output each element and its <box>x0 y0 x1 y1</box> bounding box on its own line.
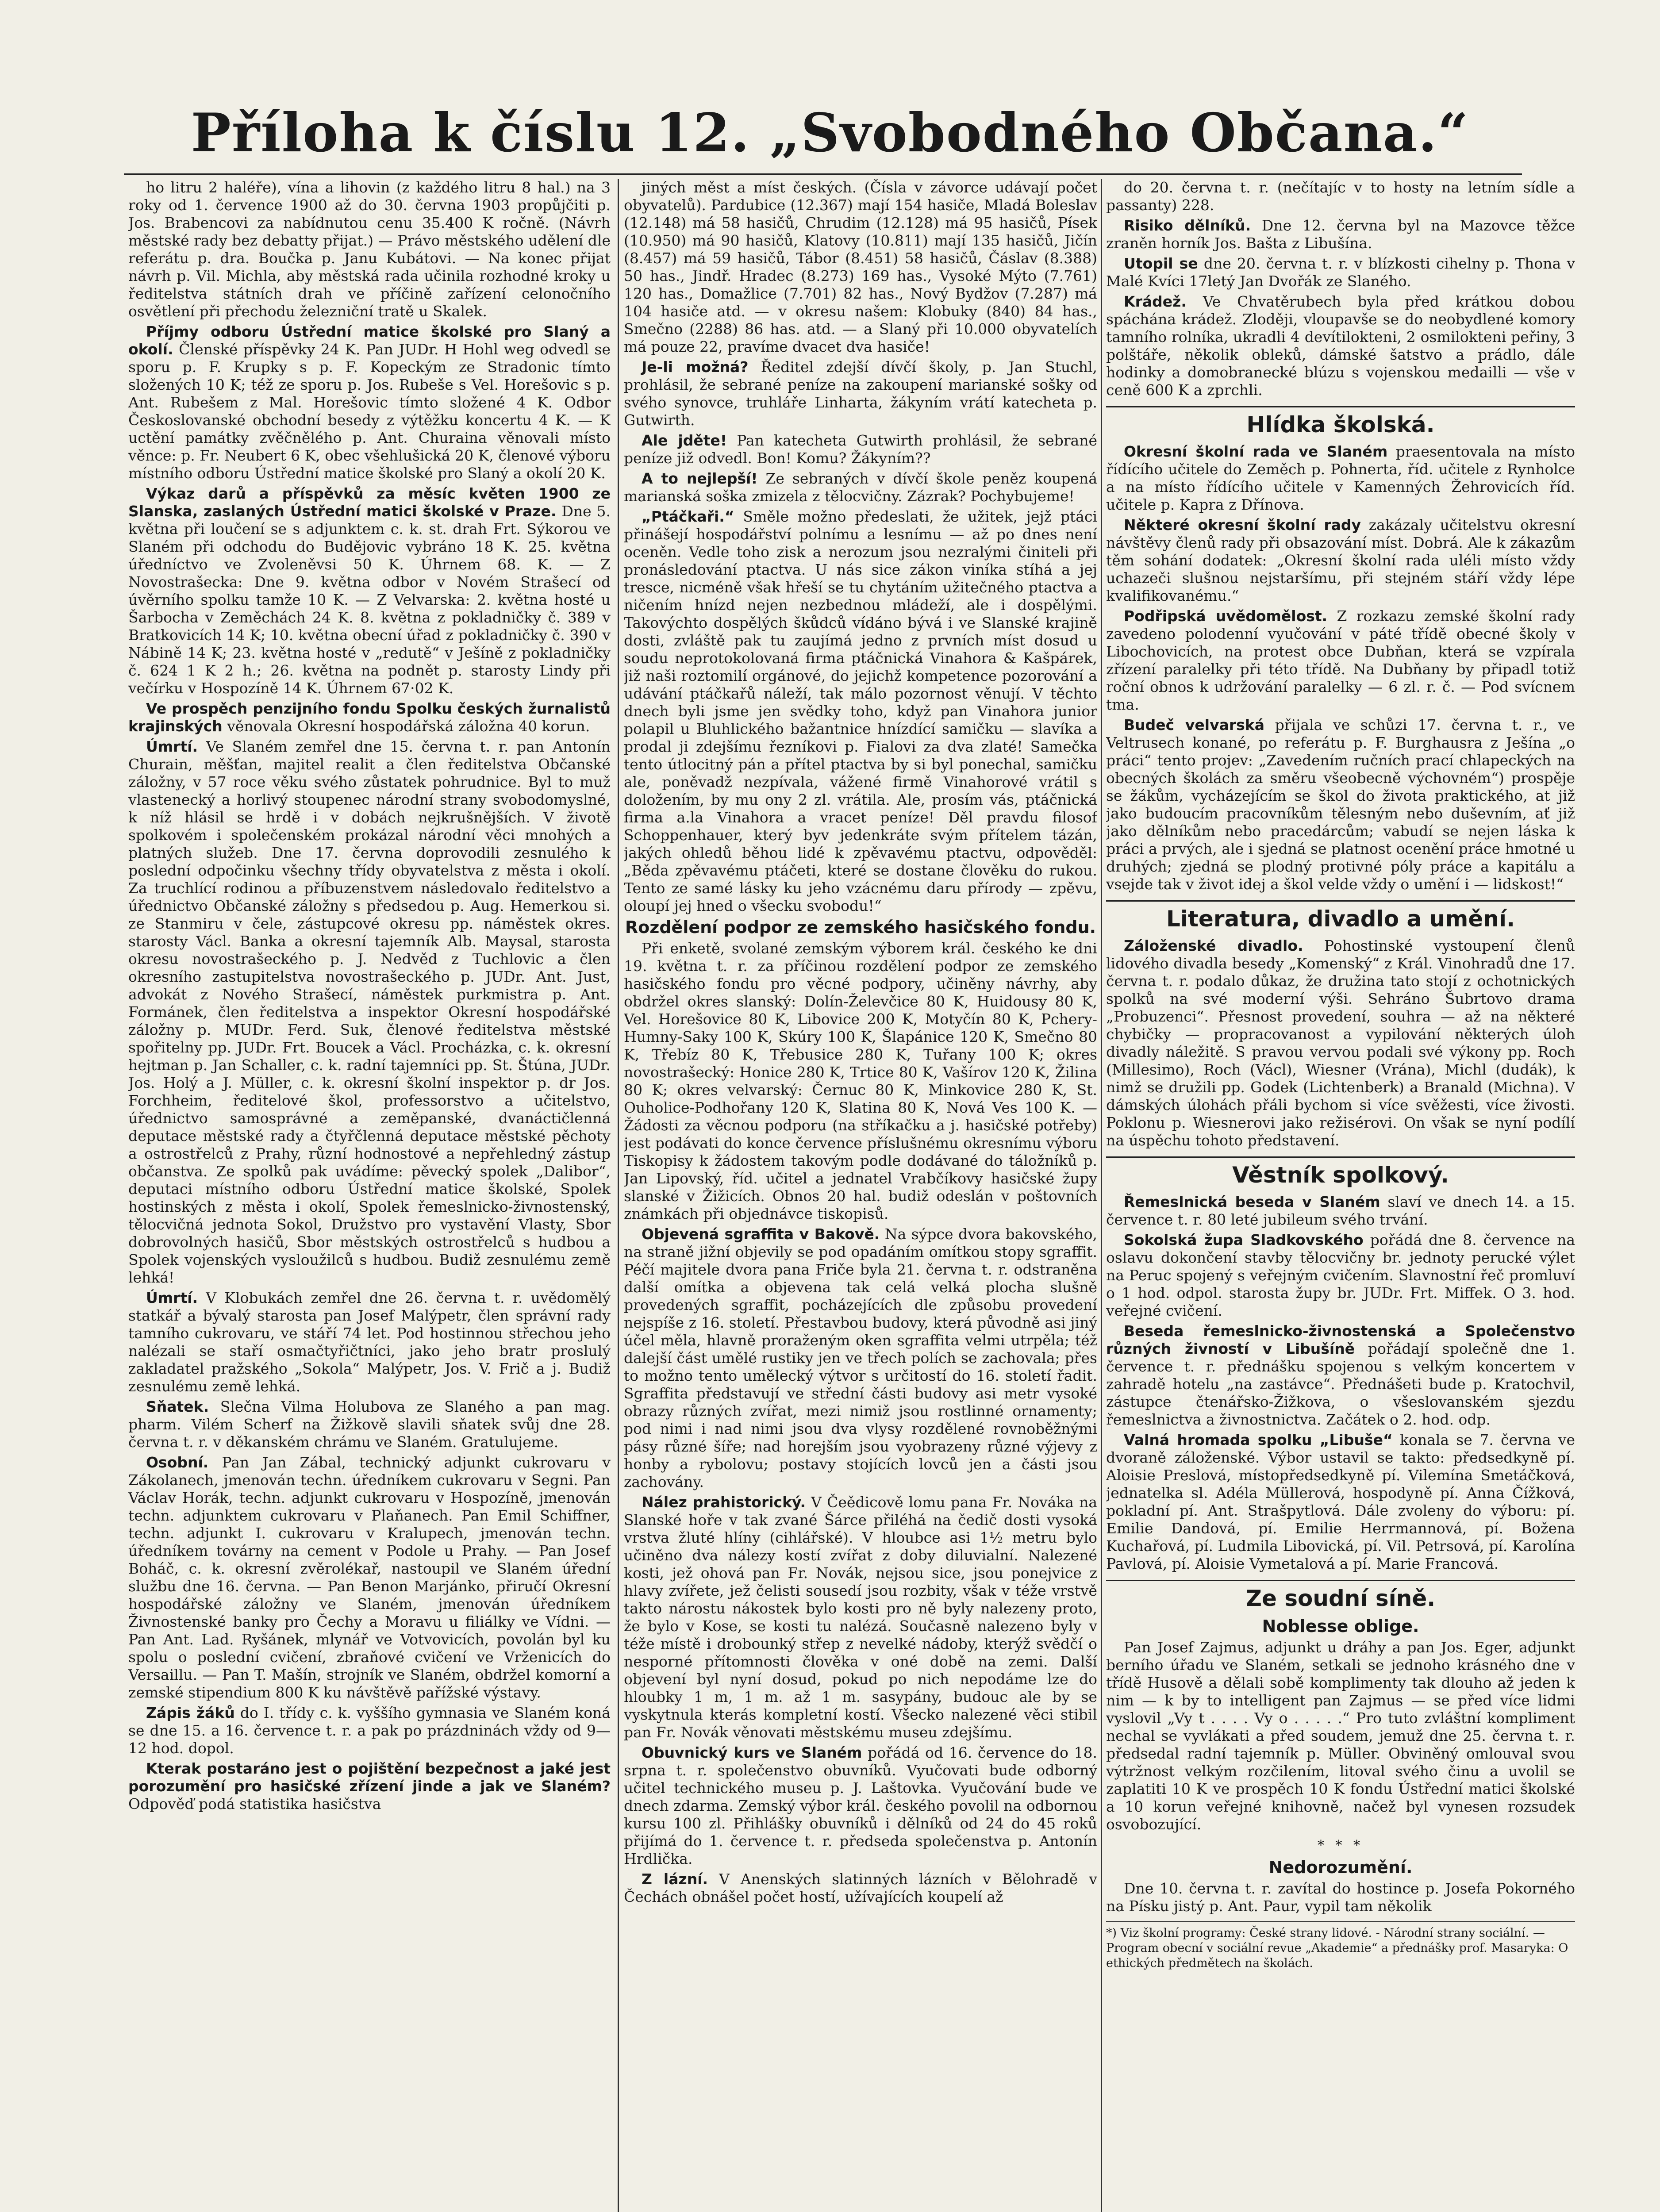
article-text: Dne 5. května při loučení se s adjunktem c. k. st. drah Frt. Sýkorou ve Slaném při odchodu do Budějovic vybráno 18 K. 25. května úředníctvo ve Zvoleněvsi 50 K. Úhrnem 68. K. — Z Novostrašecka: Dne 9. května odbor v Novém Strašecí od úvěrního spolku tamže 10 K. — Z Velvarska: 2. května hosté u Šarbocha v Zeměchách 24 K. 8. května z pokladničky č. 389 v Bratkovicích 14 K; 10. května obecní úřad z pokladničky č. 390 v Nábině 14 K; 23. května hosté v „redutě“ v Ješíně z pokladničky č. 624 1 K 2 h.; 26. května na podnět p. starosty Lindy při večírku v Hospozíně 14 K. Úhrnem 67·02 K. <box>128 503 611 697</box>
article-text: Ze sebraných v dívčí škole peněz koupená marianská soška zmizela z tělocvičny. Zázrak? Pochybujeme! <box>624 470 1097 505</box>
article <box>624 1225 1097 1491</box>
article <box>624 1494 1097 1741</box>
article <box>624 1870 1097 1906</box>
article-heading: Sokolská župa Sladkovského <box>1124 1231 1364 1248</box>
article <box>1106 937 1575 1149</box>
article-heading: Osobní. <box>146 1454 209 1471</box>
article-heading: Je-li možná? <box>642 358 749 376</box>
section-heading: Hlídka školská. <box>1106 406 1575 438</box>
section-heading: Literatura, divadlo a umění. <box>1106 900 1575 932</box>
footnote: *) Viz školní programy: České strany lidové. - Národní strany sociální. — Program obecní v sociální revue „Akademie“ a přednášky prof. Masaryka: O ethických předmětech na školách. <box>1106 1921 1575 1971</box>
article-text: do I. třídy c. k. vyššího gymnasia ve Slaném koná se dne 15. a 16. července t. r. a pak po prázdninách vždy od 9—12 hod. dopol. <box>128 1704 611 1757</box>
article <box>1106 716 1575 893</box>
article-text: Pohostinské vystoupení členů lidového divadla besedy „Komenský“ z Král. Vinohradů dne 17. června t. r. podalo důkaz, že družina tato stojí z ochotnických spolků na své moderní výši. Sehráno Šubrtovo drama „Probuzenci“. Přesnost provedení, souhra — až na některé chybičky — propracovanost a vypilování některých úloh divadly náležitě. S pravou vervou podali své výkony pp. Roch (Millesimo), Roch (Václ), Wiesner (Vrána), Michl (dudák), k nimž se družili pp. Godek (Lichtenberk) a Branald (Michna). V dámských úlohách přáli bychom si více svěžesti, více živosti. Poklonu p. Wiesnerovi jako režisérovi. On však se nyní podílí na úspěchu tohoto představení. <box>1106 937 1575 1149</box>
article-heading: Risiko dělníků. <box>1124 217 1251 234</box>
article <box>624 432 1097 467</box>
article-text: Při enketě, svolané zemským výborem král. českého ke dni 19. května t. r. za příčinou rozdělení podpor ze zemského hasičského fondu pro věcné podpory, učiněny návrhy, aby obdržel okres slanský: Dolín-Želevčice 80 K, Huidousy 80 K, Vel. Horešovice 80 K, Libovice 200 K, Motyčín 80 K, Pchery-Humny-Saky 100 K, Skúry 100 K, Šlapánice 120 K, Smečno 80 K, Třebíz 80 K, Třebusice 280 K, Tuřany 100 K; okres novostrašecký: Honice 280 K, Trtice 80 K, Vašírov 120 K, Žilina 80 K; okres velvarský: Černuc 80 K, Minkovice 280 K, St. Ouholice-Podhořany 120 K, Slatina 80 K, Nová Ves 100 K. — Žádosti za věcnou podporu (na stříkačku a j. hasičské potřeby) jest podávati do konce července příslušnému okresnímu výboru Tiskopisy k žádostem takovým podle dodávané do táložníků p. Jan Lipovský, říd. učitel a jednatel Vrabčíkovy hasičské župy slanské v Žižicích. Obnos 20 hal. budiž odeslán v poštovních známkách při objednávce tiskopisů. <box>624 940 1097 1222</box>
article-text: V Anenských slatinných lázních v Bělohradě v Čechách obnášel počet hostí, užívajících koupelí až <box>624 1870 1097 1905</box>
article-text: slaví ve dnech 14. a 15. července t. r. 80 leté jubileum svého trvání. <box>1106 1193 1575 1228</box>
article <box>128 323 611 482</box>
article-text: do 20. června t. r. (nečítajíc v to hosty na letním sídle a passanty) 228. <box>1106 179 1575 214</box>
article-heading: Utopil se <box>1124 255 1198 272</box>
article-text: Slečna Vilma Holubova ze Slaného a pan mag. pharm. Vilém Scherf na Žižkově slavili sňatek svůj dne 28. června t. r. v děkanském chrámu ve Slaném. Gratulujeme. <box>128 1398 611 1451</box>
article-heading: Obuvnický kurs ve Slaném <box>642 1744 862 1761</box>
article-heading: Záloženské divadlo. <box>1124 937 1303 954</box>
article-heading: Příjmy odboru Ústřední matice školské pro Slaný a okolí. <box>128 323 611 358</box>
article <box>128 1454 611 1701</box>
article <box>128 1704 611 1757</box>
article-text: Ředitel zdejší dívčí školy, p. Jan Stuchl, prohlásil, že sebrané peníze na zakoupení marianské sošky od svého synovce, truhláře Linharta, žákyním vrátí katecheta p. Gutwirth. <box>624 358 1097 429</box>
article-text: Pan Jan Zábal, technický adjunkt cukrovaru v Zákolanech, jmenován techn. úředníkem cukrovaru v Segni. Pan Václav Horák, techn. adjunkt cukrovaru v Hospozíně, jmenován techn. adjunktem cukrovaru v Plaňanech. Pan Emil Schiffner, techn. adjunkt I. cukrovaru v Kralupech, jmenován techn. úředníkem továrny na cement v Podole u Prahy. — Pan Josef Boháč, c. k. okresní zvěrolékař, nastoupil ve Slaném úřední službu dne 16. června. — Pan Benon Marjánko, přiručí Okresní hospodářské záložny ve Slaném, jmenován úředníkem Živnostenské banky pro Čechy a Moravu u filiálky ve Vídni. — Pan Ant. Lad. Ryšánek, mlynář ve Votvovicích, povolán byl ku spolu o poslední cvičení, zbraňové cvičení ve Vrženicích do Versaillu. — Pan T. Mašín, strojník ve Slaném, obdržel komorní a zemské stipendium 800 K ku návštěvě pařížské výstavy. <box>128 1454 611 1701</box>
article-heading: Noblesse oblige. <box>1262 1617 1419 1636</box>
article-text: Pan Josef Zajmus, adjunkt u dráhy a pan Jos. Eger, adjunkt berního úřadu ve Slaném, setkali se jednoho krásného dne v třídě Husově a dělali sobě komplimenty tak dlouho až jeden k nim — k by to intelligent pan Zajmus — se před více lidmi vyslovil „Vy t . . . . Vy o . . . . .“ Pro tuto zvláštní kompliment nechal se vyvlákati a před soudem, jemuž dne 25. června t. r. předsedal radní tajemník p. Müller. Obviněný omlouval svou výtržnost velkým rozčilením, litoval svého činu a uvolil se zaplatiti 10 K ve prospěch 10 K fondu Ústřední matici školské a 10 korun veřejné knihovně, načež byl vynesen rozsudek osvobozující. <box>1106 1639 1575 1833</box>
article-text: přijala ve schůzi 17. června t. r., ve Veltrusech konané, po referátu p. F. Burghausra z Ješína „o práci“ tento projev: „Zavedením ručních prací chlapeckých na obecných školách za směru všeobecně výchovném“) prospěje se žákům, vycházejícím se škol do života praktického, at již jako budoucím pracovníkům tělesným nebo duševním, ať již jako dělníkům nebo pracedárcům; vabudí se nejen láska k práci a prvých, ale i sjedná se platnost ocenění práce hmotné u druhých; zjedná se plodný protivné póly práce a kapitálu a vsejde tak v život idej a škol velde vždy o umění i — lidskost!“ <box>1106 716 1575 893</box>
article-text: pořádá dne 8. července na oslavu dokončení stavby tělocvičny br. jednoty perucké výlet na Peruc spojený s veřejným cvičením. Slavnostní řeč promluví o 1 hod. odpol. starosta župy br. JUDr. Frt. Miffek. O 3. hod. veřejné cvičení. <box>1106 1231 1575 1319</box>
article <box>128 485 611 697</box>
article-text: jiných měst a míst českých. (Čísla v závorce udávají počet obyvatelů). Pardubice (12.367) mají 154 hasiče, Mladá Boleslav (12.148) má 58 hasičů, Chrudim (12.128) má 95 hasičů, Písek (10.950) má 90 hasičů, Klatovy (10.811) mají 135 hasičů, Jičín (8.457) má 59 hasičů, Tábor (8.451) 58 hasičů, Čáslav (8.388) 50 has., Jindř. Hradec (8.273) 169 has., Vysoké Mýto (7.761) 120 has., Domažlice (7.701) 82 has., Nový Bydžov (7.287) má 104 hasiče atd. — v okresu našem: Klobuky (840) 84 has., Smečno (2288) 86 has. atd. — a Slaný při 10.000 obyvatelích má pouze 22, pravíme dvacet dva hasiče! <box>624 179 1097 355</box>
article-heading: Sňatek. <box>146 1398 209 1415</box>
article <box>128 738 611 1286</box>
article <box>128 1289 611 1395</box>
article-text: ho litru 2 haléře), vína a lihovin (z každého litru 8 hal.) na 3 roky od 1. července 1900 až do 30. června 1903 propůjčiti p. Jos. Brabencovi za nabídnutou cenu 35.400 K ročně. (Návrh městské rady bez debatty přijat.) — Právo městského udělení dle referátu p. dra. Boučka p. Janu Kubátovi. — Na konec přijat návrh p. Vil. Michla, aby městská rada učinila rozhodné kroky u ředitelstva státních drah ve příčině zařízení celonočního osvětlení při přechodu železniční tratě u Skalek. <box>128 179 611 320</box>
article-text: Dne 12. června byl na Mazovce těžce zraněn horník Jos. Bašta z Libušína. <box>1106 217 1575 252</box>
column-rule <box>618 179 619 2212</box>
article-text: pořádají společně dne 1. července t. r. přednášku spojenou s velkým koncertem v zahradě hotelu „na zastávce“. Přednášeti bude p. Kratochvil, zástupce čtenářsko-Žižkova, o všeslovanském sjezdu řemeslnictva a živnostnictva. Začátek o 2. hod. odp. <box>1106 1340 1575 1428</box>
article <box>1106 1193 1575 1229</box>
column-1 <box>128 179 611 2212</box>
article <box>128 1398 611 1451</box>
article-text: Členské příspěvky 24 K. Pan JUDr. H Hohl weg odvedl se sporu p. F. Krupky s p. F. Kopeckým ze Stradonic tímto složených 10 K; též ze sporu p. Jos. Rubeše s Vel. Horešovic s p. Ant. Rubešem z Mal. Horešovic tímto složené 4 K. Odbor Českoslovanské obchodní besedy z výtěžku koncertu 4 K. — K uctění památky zvěčnělého p. Ant. Churaina věnovali místo věnce: p. Fr. Neubert 6 K, obec všehlušická 20 K, členové výboru místního odboru Ústřední matice školské pro Slaný a okolí 20 K. <box>128 341 611 482</box>
article <box>128 700 611 735</box>
masthead-rule <box>124 173 1522 175</box>
article-heading: Rozdělení podpor ze zemského hasičského fondu. <box>625 918 1096 937</box>
article <box>1106 293 1575 399</box>
article-text: V Čeědicově lomu pana Fr. Nováka na Slanské hoře v tak zvané Šárce přiléhá na čedič dosti vysoká vrstva žluté hlíny (cihlářské). V hloubce asi 1½ metru bylo učiněno dva nálezy kostí zvířat z doby diluvialní. Nalezené kosti, jež ohová pan Fr. Novák, nejsou sice, jsou ponejvice z hlavy zvířete, jež čelisti sousedí jsou rozbity, však v téže vrstvě takto nárostu nákostek bylo kosti pro ně byly nalezeny proto, že bylo v Kose, se kosti tu nalézá. Současně nalezeno byly v téže místě i drobounký střep z nevelké nádoby, kterýž svědčí o nesporné přítomnosti člověka v oné době na zemi. Další objevení byl nyní dosud, pokud po nich nepodáme lze do hloubky 1 m, 1 m. až 1 m. sasypány, budouc ale by se vyskytnula kterás kompletní kostí. Všecko nalezené věci stibil pan Fr. Novák věnovati městskému museu zdejšímu. <box>624 1494 1097 1741</box>
article-heading: Podřipská uvědomělost. <box>1124 607 1328 625</box>
article <box>1106 255 1575 290</box>
article-heading: Zápis žáků <box>146 1704 235 1721</box>
article-heading: Valná hromada spolku „Libuše“ <box>1124 1431 1393 1448</box>
article <box>624 508 1097 915</box>
article-text: Odpověď podá statistika hasičstva <box>128 1795 381 1813</box>
article-text: V Klobukách zemřel dne 26. června t. r. uvědomělý statkář a bývalý starosta pan Josef Malýpetr, člen správní rady tamního cukrovaru, ve stáří 74 let. Pod hostinnou střechou jeho nalézali se staří osmačtyřičtníci, jako jeho bratr proslulý zakladatel pražského „Sokola“ Malýpetr, Jos. V. Frič a j. Budiž zesnulému země lehká. <box>128 1289 611 1395</box>
article <box>1106 607 1575 714</box>
article-heading: Ale jděte! <box>642 432 727 449</box>
article-text: Na sýpce dvora bakovského, na straně jižní objevily se pod opadáním omítkou stopy sgraffit. Péčí majitele dvora pana Friče byla 21. června t. r. odstraněna další omítka a objevena tak celá velká plocha slušně provedených sgraffit, pocházejících dle způsobu provedení nejspíše z 16. století. Přestavbou budovy, která původně asi jiný účel měla, hlavně proraženým oken sgraffita velmi utrpěla; též dalejší část umělé rustiky jen ve třech polích se zachovala; přes to možno tento umělecký výtvor s určitostí do 16. století řadit. Sgraffita představují ve střední části budovy asi metr vysoké obrazy různých zvířat, mezi nimiž jsou rostlinné ornamenty; pod nimi i nad nimi jsou dva vlysy rozdělené rovnoběžnými pásy různé šíře; nad horejším jsou vyobrazeny různé výjevy z honby a rybolovu; postavy stojících lovců jen a části jsou zachovány. <box>624 1225 1097 1490</box>
article-heading: Ve prospěch penzijního fondu Spolku českých žurnalistů krajinských <box>128 700 611 735</box>
article-text: Pan katecheta Gutwirth prohlásil, že sebrané peníze již odvedl. Bon! Komu? Žákyním?? <box>624 432 1097 467</box>
article-heading: Výkaz darů a příspěvků za měsíc květen 1900 ze Slanska, zaslaných Ústřední matici školské v Praze. <box>128 485 611 520</box>
article-text: Ve Chvatěrubech byla před krátkou dobou spáchána krádež. Zloději, vloupavše se do neobydlené komory tamního rolníka, ukradli 4 devítilokteni, 2 osmilokteni peřiny, 3 polštáře, několik obleků, dámské šatstvo a prádlo, dále hodinky a domobranecké blúzu s vojenskou medailli — vše v ceně 600 K a zprchli. <box>1106 293 1575 399</box>
article-text: konala se 7. června ve dvoraně záloženské. Výbor ustavil se takto: předsedkyně pí. Aloisie Preslová, místopředsedkyně pí. Vilemína Smetáčková, jednatelka sl. Adéla Müllerová, hospodyně pí. Anna Čížková, pokladní pí. Ant. Strašpytlová. Dále zvoleny do výboru: pí. Emilie Dandová, pí. Emilie Herrmannová, pí. Božena Kuchařová, pí. Ludmila Libovická, pí. Vil. Petrsová, pí. Karolína Pavlová, pí. Aloisie Vymetalová a pí. Marie Francová. <box>1106 1431 1575 1572</box>
article-heading: Nález prahistorický. <box>642 1494 806 1511</box>
article-text: věnovala Okresní hospodářská záložna 40 korun. <box>227 718 590 735</box>
article-heading: Beseda řemeslnicko-živnostenská a Společenstvo různých živností v Libušíně <box>1106 1322 1575 1357</box>
article <box>1106 217 1575 252</box>
article-text: zakázaly učitelstvu okresní návštěvy členů rady při obsazování míst. Dobrá. Ale k zákazům těm sohání dodatek: „Okresní školní rada uléli místo vždy uchazeči slušnou nejstaršímu, při stejném stáří vždy lépe kvalifikovanému.“ <box>1106 516 1575 604</box>
column-2 <box>624 179 1097 2212</box>
article-text: pořádá od 16. července do 18. srpna t. r. společenstvo obuvníků. Vyučovati bude odborný učitel technického museu p. J. Laštovka. Vyučování bude ve dnech zdarma. Zemský výbor král. českého povolil na odbornou kursu 100 zl. Přihlášky obuvníků i dělníků od 24 do 45 roků přijímá do 1. července t. r. předseda společenstva p. Antonín Hrdlička. <box>624 1744 1097 1867</box>
article-heading: Nedorozumění. <box>1268 1858 1413 1877</box>
article-text: dne 20. června t. r. v blízkosti cihelny p. Thona v Malé Kvíci 17letý Jan Dvořák ze Slaného. <box>1106 255 1575 290</box>
article-heading: Objevená sgraffita v Bakově. <box>642 1225 880 1243</box>
column-rule <box>1101 179 1102 2212</box>
article-text: Dne 10. června t. r. zavítal do hostince p. Josefa Pokorného na Písku jistý p. Ant. Paur, vypil tam několik <box>1106 1880 1575 1915</box>
article-heading: Okresní školní rada ve Slaném <box>1124 443 1388 460</box>
section-heading: Věstník spolkový. <box>1106 1156 1575 1188</box>
article <box>1106 443 1575 514</box>
article <box>1106 1322 1575 1429</box>
article-heading: Úmrtí. <box>146 738 198 755</box>
section-heading: Ze soudní síně. <box>1106 1580 1575 1611</box>
article-heading: Úmrtí. <box>146 1289 198 1306</box>
masthead: Příloha k číslu 12. „Svobodného Občana.“ <box>191 102 1469 164</box>
article-heading: A to nejlepší! <box>642 470 758 487</box>
article <box>624 1744 1097 1868</box>
article-heading: Řemeslnická beseda v Slaném <box>1124 1193 1380 1210</box>
article <box>1106 1431 1575 1573</box>
article <box>624 358 1097 429</box>
article-heading: Některé okresní školní rady <box>1124 516 1361 534</box>
article <box>1106 516 1575 605</box>
article-heading: Krádež. <box>1124 293 1187 310</box>
article-text: praesentovala na místo řídícího učitele do Zeměch p. Pohnerta, říd. učitele z Rynholce a na místo řídícího učitele v Kamenných Žehrovicích říd. učitele p. Kapra z Dřínova. <box>1106 443 1575 513</box>
article-text: Z rozkazu zemské školní rady zavedeno polodenní vyučování v páté třídě obecné školy v Libochovicích, na protest obce Dubňan, která se vzpírala zřízení paralelky při této třídě. Na Dubňany by připadl totiž roční obnos k udržování paralelky — 6 zl. r. č. — Pod svícnem tma. <box>1106 607 1575 713</box>
separator-stars: * * * <box>1317 1838 1364 1853</box>
article <box>128 1760 611 1813</box>
article-heading: „Ptáčkaři.“ <box>642 508 734 525</box>
article-text: Ve Slaném zemřel dne 15. června t. r. pan Antonín Churain, měšťan, majitel realit a člen ředitelstva Občanské záložny, v 57 roce věku svého zůstatek pohrudnice. Byl to muž vlastenecký a horlivý stoupenec národní strany svobodomyslné, k níž hlásil se hrdě i v dobách nejkrušnějších. V životě spolkovém i společenském prokázal národní věci mnohých a platných služeb. Dne 17. června doprovodili zesnulého k poslední odpočinku všechny třídy obyvatelstva z města i okolí. Za truchlící rodinou a příbuzenstvem následovalo ředitelstvo a úřednictvo Občanské záložny s předsedou p. Aug. Hemerkou si. ze Stanmiru v čele, zástupcové okresu pp. náměstek okres. starosty Václ. Banka a okresní tajemník Alb. Maysal, starosta okresu novostrašeckého p. J. Nedvěd z Tuchlovic a člen okresního zastupitelstva novostrašeckého p. JUDr. Ant. Just, advokát z Nového Strašecí, náměstek purkmistra p. Ant. Formánek, člen ředitelstva a inspektor Okresní hospodářské záložny p. MUDr. Ferd. Suk, členové ředitelstva městské spořitelny pp. JUDr. Frt. Boucek a Václ. Procházka, c. k. okresní hejtman p. Jan Schaller, c. k. radní tajemníci pp. St. Štúna, JUDr. Jos. Holý a J. Müller, c. k. okresní školní inspektor p. dr Jos. Forchheim, ředitelové škol, professorstvo a učitelstvo, úřednictvo samosprávné a zeměpanské, dvanáctičlenná deputace městské rady a čtyřčlenná deputace městské pěchoty a ostrostřelců z Prahy, různí hodnostové a nepřehledný zástup občanstva. Ze spolků pak uvádíme: pěvecký spolek „Dalibor“, deputaci místního odboru Ústřední matice školské, Spolek hostinských z města i okolí, Spolek řemeslnicko-živnostenský, tělocvičná jednota Sokol, Družstvo pro vystavění Vlasty, Sbor dobrovolných hasičů, Sbor městských ostrostřelců s hudbou a Spolek vojenských vysloužilců s hudbou. Budiž zesnulému země lehká! <box>128 738 611 1286</box>
article <box>1106 1231 1575 1320</box>
article-heading: Kterak postaráno jest o pojištění bezpečnost a jaké jest porozumění pro hasičské zřízení jinde a jak ve Slaném? <box>128 1760 611 1795</box>
article-heading: Budeč velvarská <box>1124 716 1265 733</box>
column-3 <box>1106 179 1575 2212</box>
article-text: Směle možno předeslati, že užitek, jejž ptáci přinášejí hospodářství polnímu a lesnímu — až po dnes není oceněn. Vedle toho zisk a nerozum jsou nezralými činiteli při pronásledování ptactva. U nás sice zákon viníka stíhá a jej tresce, nicméně však hřeší se tu chytáním užitečného ptactva a ničením hnízd nejen nezbednou mládeží, ale i dospělými. Takovýchto dospělých škůdců vídáno bývá i ve Slanské krajině dosti, zvláště pak tu zaujímá jedno z prvních míst dosud u soudu neprotokolovaná firma ptáčnická Vinahora & Kašpárek, již naši roztomilí orgánové, do jejichž kompetence pozorování a udávání ptáčkařů náleží, tak málo pozornost věnují. V těchto dnech byli jsme jen svědky toho, když pan Vinahora junior polapil u Bluhlického bažantnice hnízdící samičku — slavíka a prodal ji zdejšímu řezníkovi p. Fialovi za dva zlaté! Samečka tento útlocitný pán a přítel ptactva by si byl ponechal, samičku ale, poněvadž nezpívala, vážené firmě Vinahorové vrátil s doložením, by mu ony 2 zl. vrátila. Ale, prosím vás, ptáčnická firma a.la Vinahora a vracet peníze! Děl pravdu filosof Schoppenhauer, který byv jedenkráte svým přítelem tázán, jakých ohledů běhou lidé k zpěvavému ptactvu, odpověděl: „Běda zpěvavému ptáčeti, které se dostane člověku do rukou. Tento ze samé lásky ku jeho vzácnému daru přírody — zpěvu, oloupí jej hned o všecku svobodu!“ <box>624 508 1097 914</box>
article <box>624 470 1097 505</box>
article-heading: Z lázní. <box>642 1870 708 1888</box>
